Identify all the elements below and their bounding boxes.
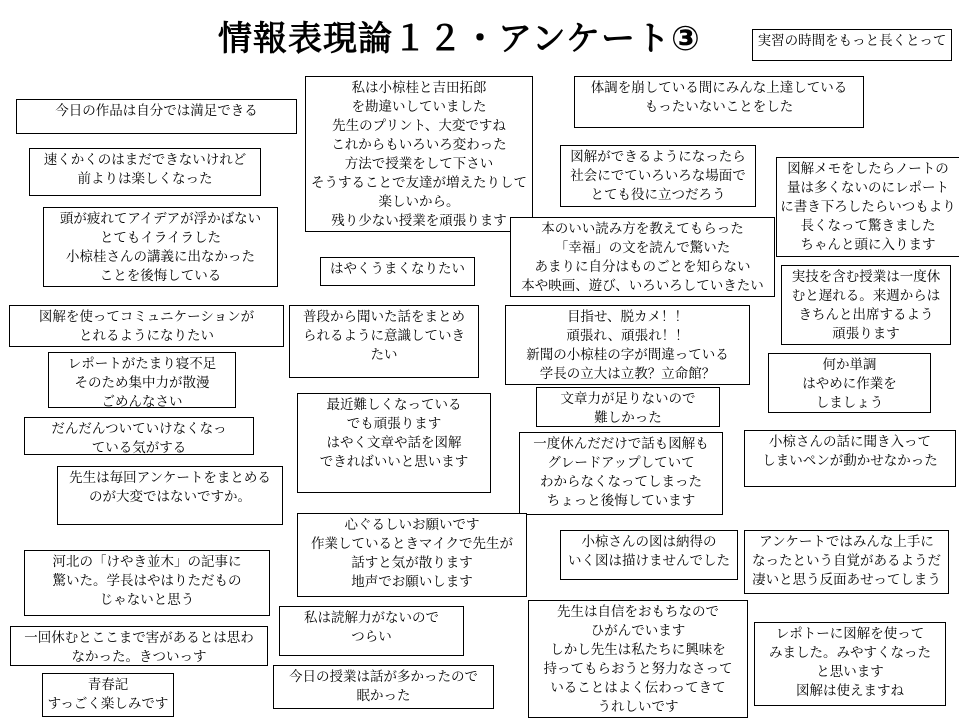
comment-line: アンケートではみんな上手に <box>759 534 934 550</box>
comment-line: 小椋さんの図は納得の <box>581 534 717 550</box>
comment-line: 一度休んだだけで話も図解も <box>533 436 709 452</box>
comment-line: 作業しているときマイクで先生が <box>311 536 513 552</box>
comment-box <box>289 305 479 378</box>
comment-box <box>744 530 949 594</box>
comment-line: 図解ができるようになったら <box>570 149 746 165</box>
comment-line: 実習の時間をもっと長くとって <box>757 33 947 49</box>
comment-box <box>24 550 270 616</box>
comment-line: レポトーに図解を使って <box>775 626 925 642</box>
comment-line: きちんと出席するよう <box>798 307 934 323</box>
comment-line: 頭が疲れてアイデアが浮かばない <box>59 211 262 227</box>
comment-box <box>776 157 959 257</box>
comment-line: 地声でお願いします <box>351 574 473 590</box>
comment-line: 残り少ない授業を頑張ります <box>331 213 507 229</box>
comment-line: 図解を使ってコミュニケーションが <box>38 309 255 325</box>
comment-line: 心ぐるしいお願いです <box>344 517 480 533</box>
comment-line: 速くかくのはまだできないけれど <box>43 152 247 168</box>
comment-line: これからもいろいろ変わった <box>331 137 507 153</box>
comment-line: うれしいです <box>597 699 679 715</box>
comment-line: そうすることで友達が増えたりして <box>311 175 527 191</box>
comment-line: 頑張ります <box>832 326 900 342</box>
comment-line: のが大変ではないですか。 <box>89 489 251 505</box>
comment-box <box>297 393 491 493</box>
comment-box <box>528 600 748 718</box>
comment-box <box>29 148 261 196</box>
comment-box <box>781 265 951 345</box>
comment-line: とてもイライラした <box>99 230 222 246</box>
comment-line: みました。みやすくなった <box>769 645 931 661</box>
comment-line: 青春記 <box>87 677 129 693</box>
comment-line: じゃないと思う <box>99 592 195 608</box>
comment-box <box>754 622 946 706</box>
comment-line: 小椋さんの話に聞き入って <box>769 434 931 450</box>
comment-line: 何か単調 <box>822 357 877 373</box>
comment-line: 先生は自信をおもちなので <box>557 604 719 620</box>
comment-line: 先生のプリント、大変ですね <box>332 118 506 134</box>
comment-line: しまいペンが動かせなかった <box>762 453 938 469</box>
comment-box <box>752 29 952 61</box>
comment-line: 体調を崩している間にみんな上達している <box>590 80 848 96</box>
comment-line: グレードアップしていて <box>547 455 695 471</box>
comment-line: られるように意識していき <box>303 328 465 344</box>
comment-box <box>305 76 533 232</box>
comment-line: あまりに自分はものごとを知らない <box>534 259 751 275</box>
comment-line: ている気がする <box>91 440 187 455</box>
comment-line: 方法で授業をして下さい <box>344 156 494 172</box>
comment-box <box>279 606 464 656</box>
comment-line: もったいないことをした <box>644 99 794 115</box>
comment-line: でも頑張ります <box>346 416 442 432</box>
comment-line: 眠かった <box>356 688 411 704</box>
comment-box <box>297 513 527 597</box>
comment-line: レポートがたまり寝不足 <box>67 356 217 372</box>
comment-line: 図解は使えますね <box>796 683 904 699</box>
comment-line: 量は多くないのにレポート <box>787 180 949 196</box>
comment-box <box>768 353 931 413</box>
comment-box <box>10 626 268 666</box>
comment-line: そのため集中力が散漫 <box>74 375 210 391</box>
comment-line: 難しかった <box>594 410 662 426</box>
comment-line: ちょっと後悔しています <box>546 493 696 509</box>
comment-box <box>43 207 278 287</box>
comment-line: 私は読解力がないので <box>304 610 439 626</box>
comment-line: わからなくなってしまった <box>540 474 702 490</box>
comment-box <box>16 99 297 134</box>
comment-line: 先生は毎回アンケートをまとめる <box>69 470 271 486</box>
comment-line: に書き下ろしたらいつもより <box>780 199 956 215</box>
comment-box <box>9 305 284 347</box>
page-title: 情報表現論１２・アンケート③ <box>218 19 701 59</box>
comment-line: はやく文章や話を図解 <box>326 435 462 451</box>
comment-line: はやくうまくなりたい <box>330 261 465 277</box>
comment-line: 文章力が足りないので <box>560 391 696 407</box>
comment-line: 話すと気が散ります <box>351 555 473 571</box>
comment-line: 実技を含む授業は一度休 <box>791 269 941 285</box>
comment-box <box>24 417 254 455</box>
comment-line: ひがんでいます <box>590 623 686 639</box>
comment-box <box>560 145 756 207</box>
comment-box <box>744 430 956 487</box>
comment-line: 「幸福」の文を読んで驚いた <box>554 240 731 256</box>
comment-box <box>536 387 720 427</box>
comment-box <box>320 257 475 286</box>
comment-line: とれるようになりたい <box>79 328 214 344</box>
comment-line: なかった。きついっす <box>71 649 207 665</box>
comment-line: 新聞の小椋桂の字が間違っている <box>526 347 729 363</box>
comment-box <box>510 217 775 297</box>
comment-line: 図解メモをしたらノートの <box>787 161 949 177</box>
comment-line: 前よりは楽しくなった <box>77 171 213 187</box>
comment-line: いることはよく伝わってきて <box>550 680 726 696</box>
comment-line: ちゃんと頭に入ります <box>800 237 936 253</box>
comment-line: 本や映画、遊び、いろいろしていきたい <box>521 278 764 294</box>
comment-line: 本のいい読み方を教えてもらった <box>541 221 744 237</box>
comment-line: だんだんついていけなくなっ <box>51 421 227 437</box>
comment-line: 目指せ、脱カメ！！ <box>566 309 689 325</box>
comment-line: 凄いと思う反面あせってしまう <box>752 572 941 588</box>
comment-line: しましょう <box>815 395 884 411</box>
comment-line: 学長の立大は立教？立命館？ <box>539 366 716 382</box>
comment-line: 河北の「けやき並木」の記事に <box>52 554 242 570</box>
comment-line: とても役に立つだろう <box>590 187 726 203</box>
comment-line: 普段から聞いた話をまとめ <box>303 309 465 325</box>
comment-line: 驚いた。学長はやはりただもの <box>52 573 242 589</box>
comment-line: しかし先生は私たちに興味を <box>550 642 726 658</box>
comment-line: 最近難しくなっている <box>326 397 462 413</box>
comment-box <box>560 530 738 580</box>
comment-box <box>48 352 236 408</box>
comment-line: ごめんなさい <box>101 394 183 408</box>
comment-line: ことを後悔している <box>99 268 222 284</box>
comment-line: はやめに作業を <box>802 376 897 392</box>
comment-box <box>519 432 723 515</box>
comment-line: 社会にでていろいろな場面で <box>570 168 746 184</box>
comment-line: いく図は描けませんでした <box>568 553 730 569</box>
comment-line: すっごく楽しみです <box>47 696 169 712</box>
comment-line: と思います <box>816 664 884 680</box>
comment-line: を勘違いしていました <box>351 99 487 115</box>
comment-line: つらい <box>351 629 392 645</box>
comment-line: むと遅れる。来週からは <box>791 288 941 304</box>
comment-line: 長くなって驚きました <box>800 218 936 234</box>
comment-box <box>57 466 283 525</box>
comment-line: できればいいと思います <box>319 454 469 470</box>
comment-line: 頑張れ、頑張れ！！ <box>566 328 689 344</box>
comment-box <box>42 673 174 717</box>
comment-line: 私は小椋桂と吉田拓郎 <box>351 80 487 96</box>
comment-line: たい <box>370 347 398 363</box>
comment-line: なったという自覚があるようだ <box>752 553 941 569</box>
comment-box <box>273 665 494 709</box>
comment-line: 持ってもらおうと努力なさって <box>543 661 733 677</box>
comment-box <box>505 305 750 385</box>
comment-line: 今日の授業は話が多かったので <box>289 669 478 685</box>
comment-line: 今日の作品は自分では満足できる <box>55 103 258 119</box>
comment-line: 楽しいから。 <box>378 194 460 210</box>
comment-box <box>574 76 864 128</box>
comment-line: 小椋桂さんの講義に出なかった <box>66 249 255 265</box>
comment-line: 一回休むとここまで害があるとは思わ <box>24 630 254 646</box>
